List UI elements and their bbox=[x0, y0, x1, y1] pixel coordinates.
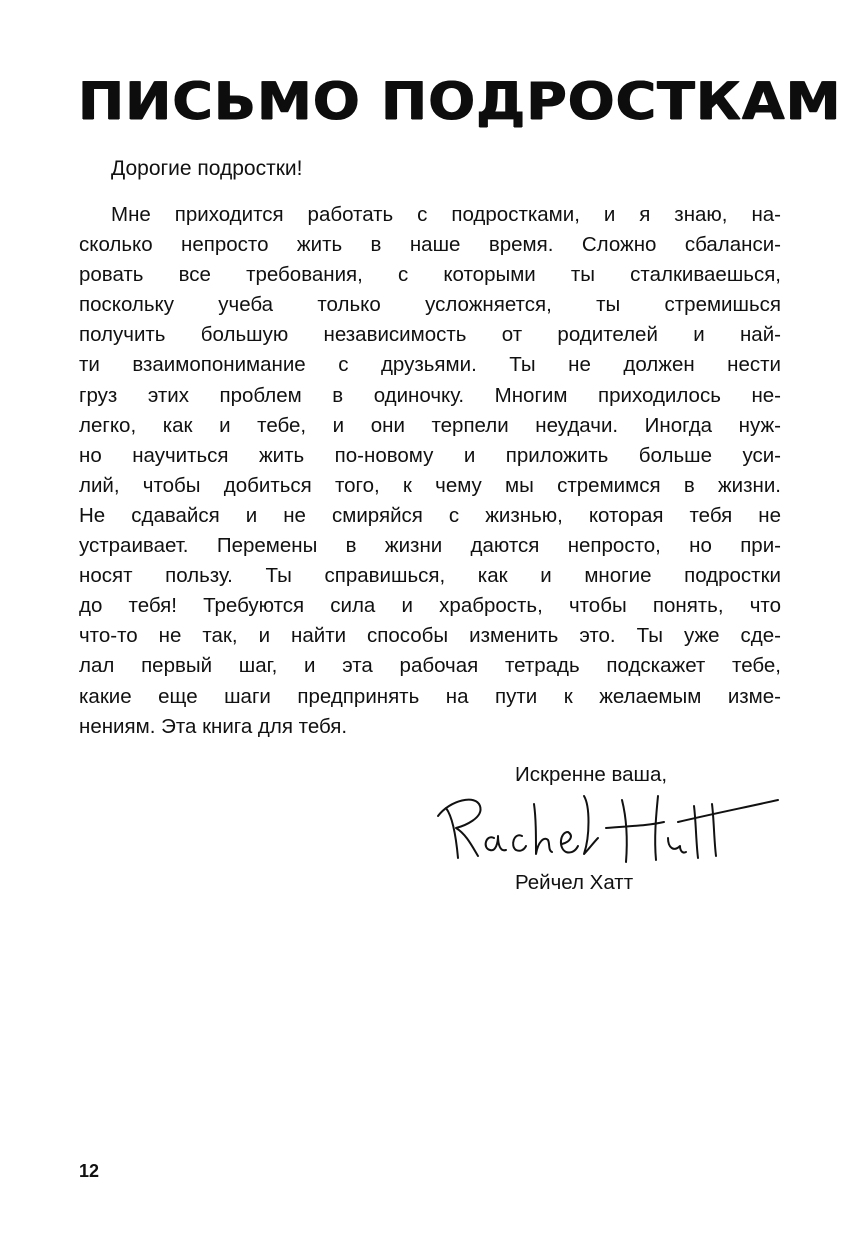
letter-line: какие еще шаги предпринять на пути к желаемым изме- bbox=[79, 684, 781, 708]
letter-line: носят пользу. Ты справишься, как и многие подростки bbox=[79, 564, 781, 588]
letter-greeting: Дорогие подростки! bbox=[111, 157, 303, 180]
letter-line: легко, как и тебе, и они терпели неудачи. Иногда нуж- bbox=[79, 413, 781, 437]
handwritten-signature bbox=[432, 786, 782, 870]
letter-line: груз этих проблем в одиночку. Многим приходилось не- bbox=[79, 383, 781, 407]
letter-line: устраивает. Перемены в жизни даются непросто, но при- bbox=[79, 534, 781, 558]
page-number: 12 bbox=[79, 1161, 100, 1181]
letter-line: сколько непросто жить в наше время. Сложно сбаланси- bbox=[79, 233, 781, 257]
letter-line: нениям. Эта книга для тебя. bbox=[79, 714, 348, 738]
letter-closing: Искренне ваша, bbox=[515, 763, 668, 786]
letter-line: лал первый шаг, и эта рабочая тетрадь подскажет тебе, bbox=[79, 654, 781, 678]
letter-line: Мне приходится работать с подростками, и я знаю, на- bbox=[111, 203, 781, 226]
letter-line: лий, чтобы добиться того, к чему мы стремимся в жизни. bbox=[79, 473, 781, 497]
letter-line: получить большую независимость от родителей и най- bbox=[79, 323, 781, 347]
letter-line: ровать все требования, с которыми ты сталкиваешься, bbox=[79, 263, 781, 287]
letter-line: ти взаимопонимание с друзьями. Ты не должен нести bbox=[79, 353, 781, 377]
letter-line: что-то не так, и найти способы изменить это. Ты уже сде- bbox=[79, 624, 781, 648]
letter-line: поскольку учеба только усложняется, ты стремишься bbox=[79, 293, 781, 317]
letter-body bbox=[79, 200, 781, 742]
letter-line: до тебя! Требуются сила и храбрость, чтобы понять, что bbox=[79, 594, 781, 618]
letter-line: Не сдавайся и не смиряйся с жизнью, которая тебя не bbox=[79, 503, 781, 527]
page-title: ПИСЬМО ПОДРОСТКАМ bbox=[78, 72, 842, 132]
letter-author: Рейчел Хатт bbox=[515, 871, 634, 894]
letter-line: но научиться жить по-новому и приложить больше уси- bbox=[79, 443, 781, 467]
